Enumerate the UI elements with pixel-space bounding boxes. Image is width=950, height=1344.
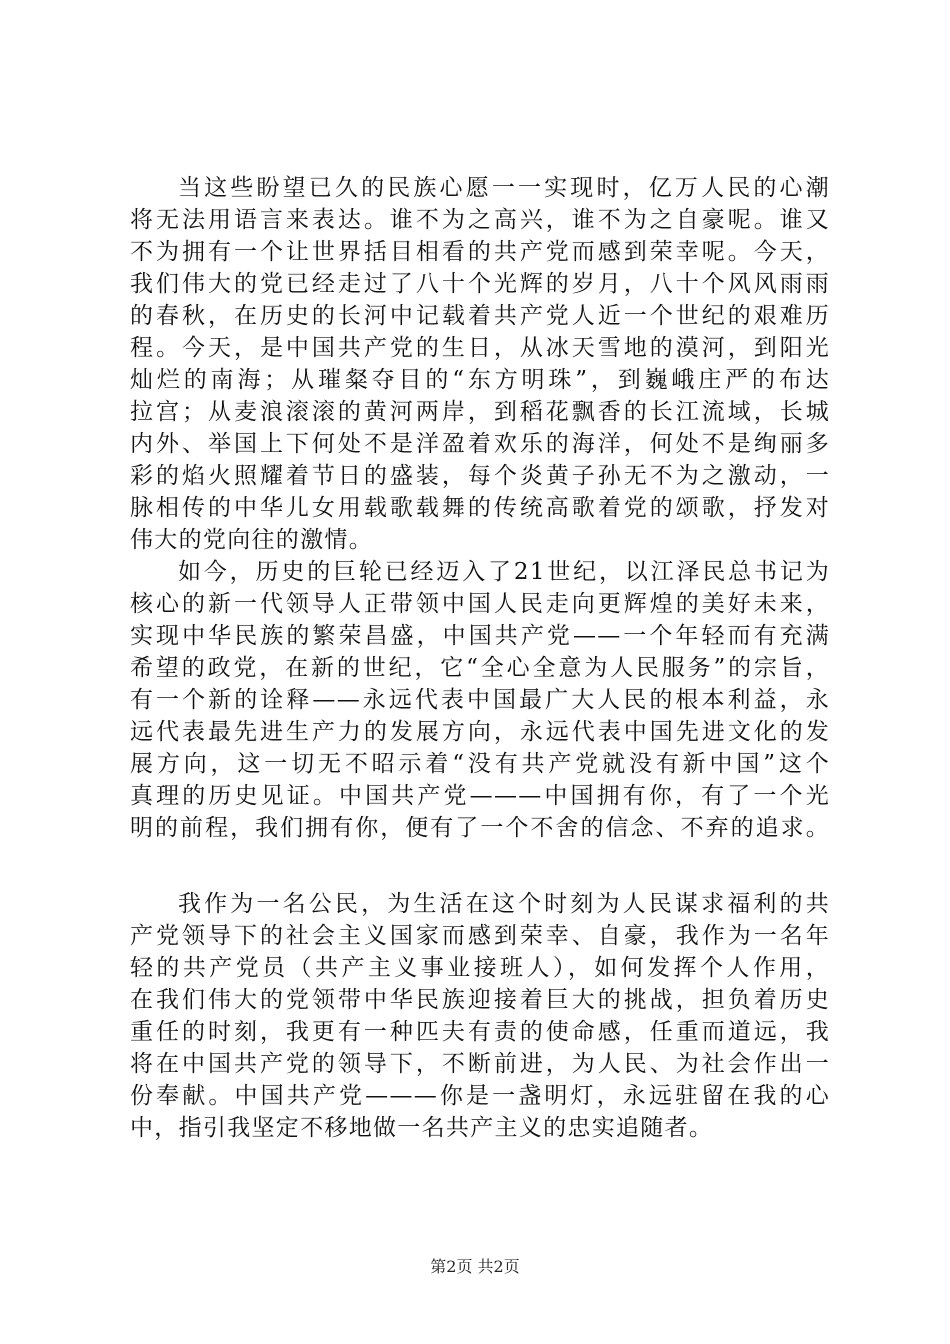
paragraph-1-line: 内外、举国上下何处不是洋盈着欢乐的海洋，何处不是绚丽多: [130, 431, 830, 457]
paragraph-1-line: 将无法用语言来表达。谁不为之高兴，谁不为之自豪呢。谁又: [130, 207, 830, 233]
paragraph-3-line: 中，指引我坚定不移地做一名共产主义的忠实追随者。: [130, 1115, 714, 1141]
paragraph-3-line: 轻的共产党员（共产主义事业接班人），如何发挥个人作用，: [130, 955, 830, 981]
page-number-footer: 第2页 共2页: [430, 1257, 520, 1276]
paragraph-2-line: 明的前程，我们拥有你，便有了一个不舍的信念、不弃的追求。: [130, 815, 830, 841]
paragraph-3-line: 我作为一名公民，为生活在这个时刻为人民谋求福利的共: [178, 891, 830, 917]
document-body: [130, 172, 830, 1144]
paragraph-3-line: 产党领导下的社会主义国家而感到荣幸、自豪，我作为一名年: [130, 923, 830, 949]
paragraph-spacer: [130, 844, 830, 888]
paragraph-1-line: 我们伟大的党已经走过了八十个光辉的岁月，八十个风风雨雨: [130, 271, 830, 297]
paragraph-3-line: 在我们伟大的党领带中华民族迎接着巨大的挑战，担负着历史: [130, 987, 830, 1013]
paragraph-1-line: 彩的焰火照耀着节日的盛装，每个炎黄子孙无不为之激动，一: [130, 463, 830, 489]
paragraph-1-line: 灿烂的南海；从璀粲夺目的“东方明珠”，到巍峨庄严的布达: [130, 367, 830, 393]
paragraph-3-line: 重任的时刻，我更有一种匹夫有责的使命感，任重而道远，我: [130, 1019, 830, 1045]
paragraph-2-line: 有一个新的诠释——永远代表中国最广大人民的根本利益，永: [130, 687, 830, 713]
paragraph-1-line: 伟大的党向往的激情。: [130, 527, 373, 553]
paragraph-1-line: 脉相传的中华儿女用载歌载舞的传统高歌着党的颂歌，抒发对: [130, 495, 830, 521]
paragraph-1-line: 程。今天，是中国共产党的生日，从冰天雪地的漠河，到阳光: [130, 335, 830, 361]
paragraph-3-line: 将在中国共产党的领导下，不断前进，为人民、为社会作出一: [130, 1051, 830, 1077]
paragraph-2-line: 希望的政党，在新的世纪，它“全心全意为人民服务”的宗旨，: [130, 655, 830, 681]
paragraph-2-line: 核心的新一代领导人正带领中国人民走向更辉煌的美好未来，: [130, 591, 830, 617]
paragraph-2-line: 实现中华民族的繁荣昌盛，中国共产党——一个年轻而有充满: [130, 623, 830, 649]
paragraph-1-line: 不为拥有一个让世界括目相看的共产党而感到荣幸呢。今天，: [130, 239, 830, 265]
paragraph-1-line: 的春秋，在历史的长河中记载着共产党人近一个世纪的艰难历: [130, 303, 830, 329]
paragraph-2-line: 真理的历史见证。中国共产党———中国拥有你，有了一个光: [130, 783, 830, 809]
paragraph-2-line: 如今，历史的巨轮已经迈入了21世纪，以江泽民总书记为: [178, 559, 830, 585]
paragraph-2-line: 展方向，这一切无不昭示着“没有共产党就没有新中国”这个: [130, 751, 830, 777]
paragraph-2-line: 远代表最先进生产力的发展方向，永远代表中国先进文化的发: [130, 719, 830, 745]
paragraph-3-line: 份奉献。中国共产党———你是一盏明灯，永远驻留在我的心: [130, 1083, 830, 1109]
paragraph-1-line: 拉宫；从麦浪滚滚的黄河两岸，到稻花飘香的长江流域，长城: [130, 399, 830, 425]
paragraph-1-line: 当这些盼望已久的民族心愿一一实现时，亿万人民的心潮: [178, 175, 830, 201]
